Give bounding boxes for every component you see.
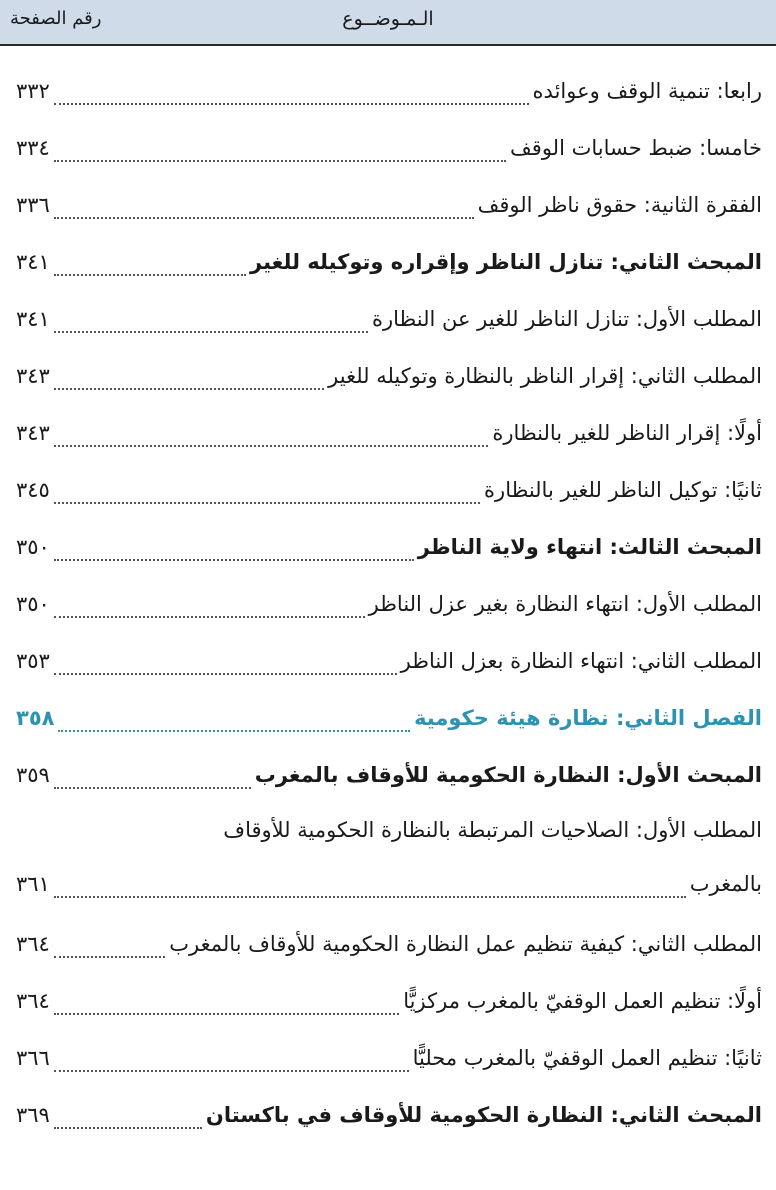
toc-entry[interactable] bbox=[16, 478, 762, 512]
leader-dots bbox=[54, 1127, 202, 1129]
leader-dots bbox=[54, 896, 686, 898]
leader-dots bbox=[54, 1013, 399, 1015]
entry-page: ٣٥٠ bbox=[16, 535, 50, 559]
entry-title: المبحث الثالث: انتهاء ولاية الناظر bbox=[417, 535, 762, 559]
header-topic-label: الـمـوضــوع bbox=[342, 8, 434, 30]
leader-dots bbox=[58, 730, 410, 732]
entry-title: المبحث الثاني: النظارة الحكومية للأوقاف في باكستان bbox=[205, 1103, 762, 1127]
entry-title: المطلب الأول: تنازل الناظر للغير عن النظارة bbox=[371, 307, 762, 331]
entry-page: ٣٤١ bbox=[16, 307, 50, 331]
entry-title-line1: المطلب الأول: الصلاحيات المرتبطة بالنظارة الحكومية للأوقاف bbox=[223, 818, 762, 842]
toc-entry-section[interactable] bbox=[16, 1103, 762, 1137]
toc-entry[interactable] bbox=[16, 307, 762, 341]
leader-dots bbox=[54, 274, 246, 276]
entry-title: ثانيًا: توكيل الناظر للغير بالنظارة bbox=[484, 478, 762, 502]
entry-page: ٣٦٦ bbox=[16, 1046, 50, 1070]
toc-entry-section[interactable] bbox=[16, 535, 762, 569]
toc-entry-section[interactable] bbox=[16, 763, 762, 797]
entry-title: المطلب الثاني: انتهاء النظارة بعزل الناظر bbox=[400, 649, 762, 673]
leader-dots bbox=[54, 616, 365, 618]
toc-entry[interactable] bbox=[16, 649, 762, 683]
entry-title: ثانيًا: تنظيم العمل الوقفيّ بالمغرب محليًّا bbox=[412, 1046, 762, 1070]
entry-page: ٣٥٩ bbox=[16, 763, 50, 787]
toc-entry[interactable] bbox=[16, 364, 762, 398]
toc-entry[interactable] bbox=[16, 193, 762, 227]
entry-title: الفقرة الثانية: حقوق ناظر الوقف bbox=[477, 193, 762, 217]
entry-title: المطلب الثاني: إقرار الناظر بالنظارة وتوكيله للغير bbox=[328, 364, 762, 388]
entry-page: ٣٥٣ bbox=[16, 649, 50, 673]
entry-page: ٣٤٣ bbox=[16, 364, 50, 388]
entry-page: ٣٦٩ bbox=[16, 1103, 50, 1127]
leader-dots bbox=[54, 331, 368, 333]
entry-page: ٣٥٠ bbox=[16, 592, 50, 616]
entry-title: أولًا: تنظيم العمل الوقفيّ بالمغرب مركزيًّا bbox=[403, 989, 762, 1013]
entry-title: المطلب الثاني: كيفية تنظيم عمل النظارة الحكومية للأوقاف بالمغرب bbox=[169, 932, 762, 956]
entry-page: ٣٤٥ bbox=[16, 478, 50, 502]
entry-title: المبحث الأول: النظارة الحكومية للأوقاف بالمغرب bbox=[254, 763, 762, 787]
leader-dots bbox=[54, 160, 506, 162]
leader-dots bbox=[54, 559, 414, 561]
entry-title: خامسا: ضبط حسابات الوقف bbox=[510, 136, 762, 160]
entry-title: المبحث الثاني: تنازل الناظر وإقراره وتوكيله للغير bbox=[250, 250, 762, 274]
toc-entry[interactable] bbox=[16, 79, 762, 113]
entry-page: ٣٦١ bbox=[16, 872, 50, 896]
leader-dots bbox=[54, 217, 474, 219]
toc-entry-chapter[interactable] bbox=[16, 706, 762, 740]
leader-dots bbox=[54, 388, 324, 390]
leader-dots bbox=[54, 445, 489, 447]
leader-dots bbox=[54, 787, 251, 789]
leader-dots bbox=[54, 1070, 409, 1072]
entry-page: ٣٣٦ bbox=[16, 193, 50, 217]
entry-page: ٣٥٨ bbox=[16, 706, 55, 730]
toc-entry[interactable] bbox=[16, 1046, 762, 1080]
entry-title: الفصل الثاني: نظارة هيئة حكومية bbox=[414, 706, 762, 730]
toc-entry[interactable] bbox=[16, 989, 762, 1023]
header-page-label: رقم الصفحة bbox=[10, 8, 102, 29]
toc-entry-wrapped[interactable] bbox=[16, 818, 762, 906]
entry-page: ٣٤١ bbox=[16, 250, 50, 274]
entry-page: ٣٣٢ bbox=[16, 79, 50, 103]
leader-dots bbox=[54, 956, 165, 958]
toc-entry[interactable] bbox=[16, 136, 762, 170]
leader-dots bbox=[54, 673, 397, 675]
toc-entry-section[interactable] bbox=[16, 250, 762, 284]
entry-page: ٣٣٤ bbox=[16, 136, 50, 160]
entry-page: ٣٦٤ bbox=[16, 932, 50, 956]
toc-entry[interactable] bbox=[16, 932, 762, 966]
entry-title: أولًا: إقرار الناظر للغير بالنظارة bbox=[492, 421, 762, 445]
entry-page: ٣٦٤ bbox=[16, 989, 50, 1013]
toc-entry[interactable] bbox=[16, 592, 762, 626]
leader-dots bbox=[54, 103, 529, 105]
leader-dots bbox=[54, 502, 480, 504]
table-header bbox=[0, 0, 776, 46]
toc-entry[interactable] bbox=[16, 421, 762, 455]
entry-title-line2: بالمغرب bbox=[689, 872, 762, 896]
entry-title: رابعا: تنمية الوقف وعوائده bbox=[532, 79, 762, 103]
entry-page: ٣٤٣ bbox=[16, 421, 50, 445]
entry-title: المطلب الأول: انتهاء النظارة بغير عزل الناظر bbox=[368, 592, 762, 616]
